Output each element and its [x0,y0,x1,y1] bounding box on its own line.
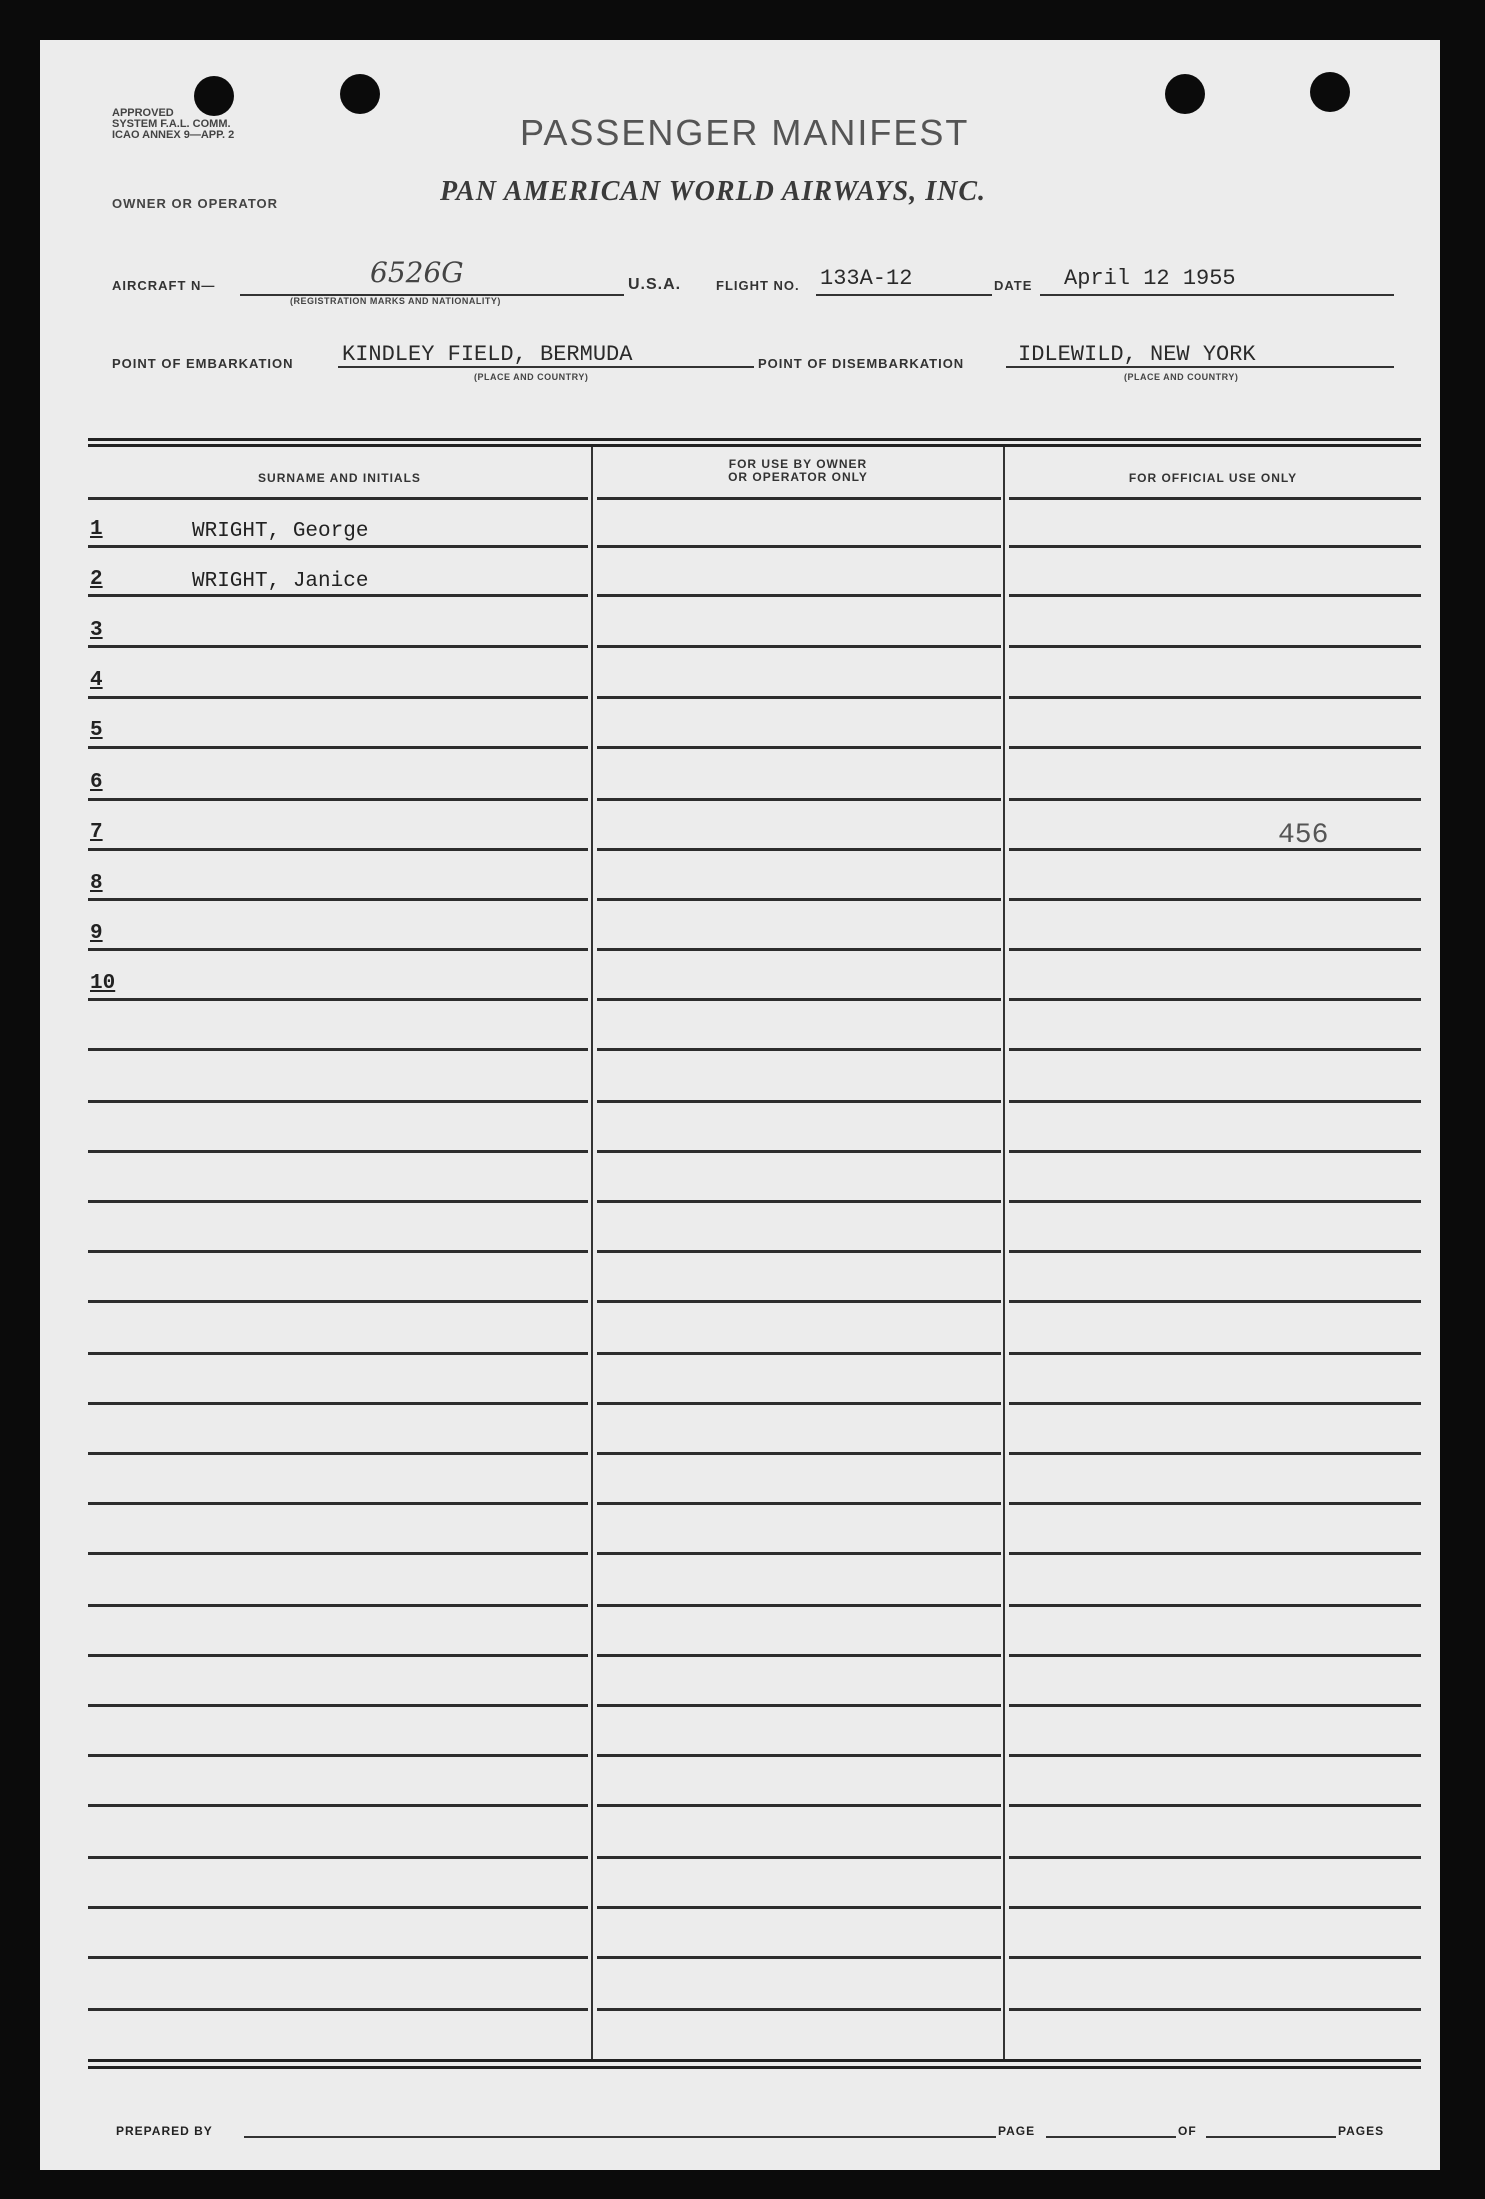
row-line [88,1402,588,1405]
row-line [88,746,588,749]
row-line [88,1906,588,1909]
row-line [597,1704,1001,1707]
row-line [597,1502,1001,1505]
row-line [88,1100,588,1103]
row-line [88,1956,588,1959]
row-line [597,1804,1001,1807]
embarkation-caption: (PLACE AND COUNTRY) [474,372,589,382]
row-line [88,1604,588,1607]
owner-label: OWNER OR OPERATOR [112,196,279,211]
row-line [597,948,1001,951]
row-line [1009,1502,1421,1505]
row-line [1009,1250,1421,1253]
prepared-by-underline [244,2136,996,2138]
page-underline [1046,2136,1176,2138]
row-line [597,1654,1001,1657]
row-line [1009,998,1421,1001]
row-line [88,497,588,500]
row-line [597,1150,1001,1153]
column-divider [591,447,593,2059]
row-line [1009,1352,1421,1355]
row-number: 10 [90,972,116,995]
embarkation-label: POINT OF EMBARKATION [112,356,294,371]
row-line [1009,645,1421,648]
prepared-by-label: PREPARED BY [116,2124,213,2138]
row-line [88,545,588,548]
row-line [88,798,588,801]
row-line [1009,1804,1421,1807]
row-line [597,1250,1001,1253]
row-line [88,594,588,597]
flight-label: FLIGHT NO. [716,278,800,293]
row-line [88,998,588,1001]
row-line [88,848,588,851]
row-number: 9 [90,922,103,945]
row-number: 6 [90,771,103,794]
row-line [1009,1754,1421,1757]
punch-hole [1310,72,1350,112]
row-number: 2 [90,568,103,591]
row-line [1009,1300,1421,1303]
row-number: 3 [90,619,103,642]
row-line [597,1906,1001,1909]
punch-hole [1165,74,1205,114]
row-line [88,2008,588,2011]
of-label: OF [1178,2124,1197,2138]
company-name: PAN AMERICAN WORLD AIRWAYS, INC. [440,176,987,207]
row-line [1009,2008,1421,2011]
form-title: PASSENGER MANIFEST [520,112,970,153]
table-bottom-rule [88,2066,1421,2069]
row-line [1009,696,1421,699]
row-line [597,1200,1001,1203]
row-line [597,998,1001,1001]
row-line [597,1956,1001,1959]
row-line [1009,1048,1421,1051]
row-line [88,948,588,951]
date-value: April 12 1955 [1064,266,1236,291]
row-line [597,2008,1001,2011]
approval-note: APPROVED SYSTEM F.A.L. COMM. ICAO ANNEX 9—APP. 2 [112,107,235,141]
row-line [597,645,1001,648]
row-line [1009,848,1421,851]
row-number: 8 [90,872,103,895]
row-line [88,1754,588,1757]
row-line [1009,746,1421,749]
table-top-rule [88,438,1421,441]
row-line [597,1300,1001,1303]
row-line [1009,1654,1421,1657]
passenger-name: WRIGHT, George [192,520,369,543]
date-label: DATE [994,278,1033,293]
row-number: 7 [90,821,103,844]
row-line [88,1048,588,1051]
row-line [597,746,1001,749]
row-line [88,898,588,901]
aircraft-value: 6526G [370,256,464,289]
row-number: 4 [90,669,103,692]
row-line [88,1502,588,1505]
date-underline [1040,294,1394,296]
passenger-name: WRIGHT, Janice [192,570,369,593]
row-line [1009,1402,1421,1405]
row-line [88,1352,588,1355]
row-line [88,1654,588,1657]
row-line [88,1804,588,1807]
row-line [597,1048,1001,1051]
row-line [88,1250,588,1253]
row-line [1009,948,1421,951]
aircraft-caption: (REGISTRATION MARKS AND NATIONALITY) [290,296,501,306]
table-top-rule [88,444,1421,447]
owner-use-header: FOR USE BY OWNER OR OPERATOR ONLY [728,457,868,484]
row-line [88,1300,588,1303]
row-line [1009,1452,1421,1455]
disembarkation-caption: (PLACE AND COUNTRY) [1124,372,1239,382]
aircraft-label: AIRCRAFT N— [112,278,216,293]
row-number: 5 [90,719,103,742]
row-line [597,1856,1001,1859]
row-line [597,1100,1001,1103]
table-bottom-rule [88,2059,1421,2062]
disembarkation-label: POINT OF DISEMBARKATION [758,356,965,371]
row-line [88,645,588,648]
row-line [597,1452,1001,1455]
row-line [1009,497,1421,500]
row-line [1009,1604,1421,1607]
embarkation-value: KINDLEY FIELD, BERMUDA [342,342,633,367]
row-line [88,1856,588,1859]
row-line [597,798,1001,801]
row-line [1009,1856,1421,1859]
row-line [597,594,1001,597]
of-underline [1206,2136,1336,2138]
row-line [597,1352,1001,1355]
row-line [597,1552,1001,1555]
row-line [597,848,1001,851]
row-line [1009,1150,1421,1153]
row-line [597,545,1001,548]
row-number: 1 [90,518,103,541]
disembarkation-value: IDLEWILD, NEW YORK [1018,342,1256,367]
row-line [88,1452,588,1455]
official-use-header: FOR OFFICIAL USE ONLY [1128,471,1298,485]
row-line [597,696,1001,699]
row-line [1009,1906,1421,1909]
row-line [1009,545,1421,548]
pages-label: PAGES [1338,2124,1385,2138]
punch-hole [340,74,380,114]
surname-header: SURNAME AND INITIALS [258,471,421,485]
official-note: 456 [1278,820,1329,851]
column-divider [1003,447,1005,2059]
row-line [1009,1552,1421,1555]
row-line [1009,1100,1421,1103]
row-line [1009,798,1421,801]
row-line [597,1604,1001,1607]
row-line [597,898,1001,901]
row-line [1009,1956,1421,1959]
page-label: PAGE [998,2124,1036,2138]
country-label: U.S.A. [628,276,682,293]
row-line [1009,898,1421,901]
row-line [88,1552,588,1555]
row-line [88,1200,588,1203]
row-line [88,1150,588,1153]
flight-underline [816,294,992,296]
row-line [88,696,588,699]
row-line [1009,1704,1421,1707]
flight-value: 133A-12 [820,266,913,291]
row-line [1009,594,1421,597]
row-line [597,1754,1001,1757]
row-line [597,1402,1001,1405]
row-line [88,1704,588,1707]
row-line [1009,1200,1421,1203]
row-line [597,497,1001,500]
